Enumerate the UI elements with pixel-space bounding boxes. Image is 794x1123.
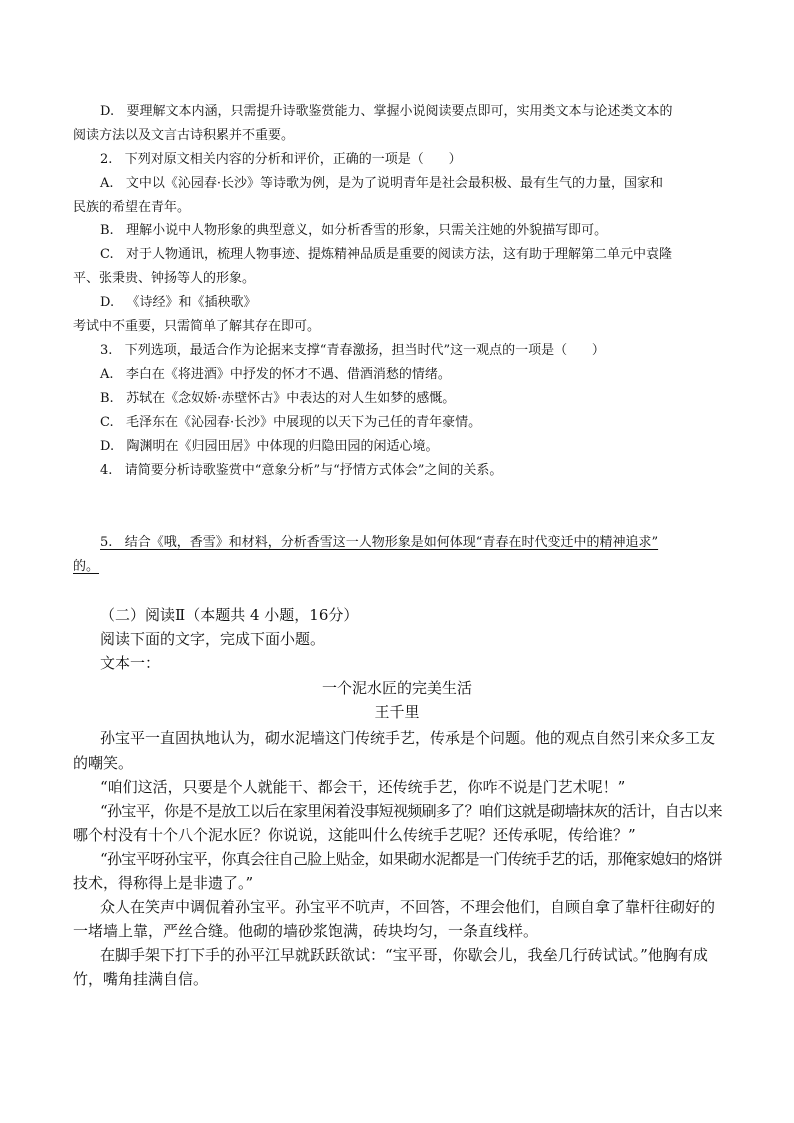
- article-paragraph-4-line1: “孙宝平呀孙宝平，你真会往自己脸上贴金，如果砌水泥都是一门传统手艺的话，那俺家媳妇的烙饼: [100, 850, 722, 868]
- q5-stem-line1: 5. 结合《哦，香雪》和材料，分析香雪这一人物形象是如何体现“青春在时代变迁中的精神追求”: [100, 535, 659, 550]
- article-paragraph-1-line2: 的嘲笑。: [73, 754, 134, 772]
- q5-stem-line2: 的。: [73, 559, 100, 574]
- article-paragraph-3-line2: 哪个村没有十个八个泥水匠？你说说，这能叫什么传统手艺呢？还传承呢，传给谁？”: [73, 826, 636, 844]
- q4-stem: 4. 请简要分析诗歌鉴赏中“意象分析”与“抒情方式体会”之间的关系。: [100, 463, 503, 478]
- q2-option-b: B. 理解小说中人物形象的典型意义，如分析香雪的形象，只需关注她的外貌描写即可。: [100, 223, 608, 238]
- article-title: 一个泥水匠的完美生活: [321, 679, 472, 697]
- q3-option-b: B. 苏轼在《念奴娇·赤壁怀古》中表达的对人生如梦的感慨。: [100, 391, 456, 406]
- article-paragraph-5-line2: 一堵墙上靠，严丝合缝。他砌的墙砂浆饱满，砖块均匀，一条直线样。: [73, 922, 539, 940]
- q2-option-a-line1: A. 文中以《沁园春·长沙》等诗歌为例，是为了说明青年是社会最积极、最有生气的力量，国家和: [100, 176, 664, 191]
- section2-heading: （二）阅读Ⅱ（本题共 4 小题，16分）: [100, 606, 359, 624]
- q2-option-c-line1: C. 对于人物通讯，梳理人物事迹、提炼精神品质是重要的阅读方法，这有助于理解第二单元中袁隆: [100, 247, 673, 262]
- section2-text-label: 文本一：: [100, 654, 161, 672]
- q3-option-d: D. 陶渊明在《归园田居》中体现的归隐田园的闲适心境。: [100, 439, 439, 454]
- q2-option-d-line2: 考试中不重要，只需简单了解其存在即可。: [73, 319, 321, 334]
- q1-option-d-line1: D. 要理解文本内涵，只需提升诗歌鉴赏能力、掌握小说阅读要点即可，实用类文本与论述类文本的: [100, 104, 673, 119]
- article-paragraph-3-line1: “孙宝平，你是不是放工以后在家里闲着没事短视频刷多了？咱们这就是砌墙抹灰的活计，自古以来: [100, 802, 722, 820]
- q2-stem: 2. 下列对原文相关内容的分析和评价，正确的一项是（ ）: [100, 152, 462, 167]
- article-paragraph-6-line1: 在脚手架下打下手的孙平江早就跃跃欲试：“宝平哥，你歇会儿，我垒几行砖试试。”他胸有成: [100, 946, 708, 964]
- article-paragraph-2: “咱们这活，只要是个人就能干、都会干，还传统手艺，你咋不说是门艺术呢！”: [100, 778, 626, 796]
- q2-option-c-line2: 平、张秉贵、钟扬等人的形象。: [73, 271, 256, 286]
- section2-instruction: 阅读下面的文字，完成下面小题。: [100, 630, 326, 648]
- article-author: 王千里: [374, 703, 420, 721]
- q3-option-a: A. 李白在《将进酒》中抒发的怀才不遇、借酒消愁的情绪。: [100, 367, 451, 382]
- article-paragraph-4-line2: 技术，得称得上是非遗了。”: [73, 874, 254, 892]
- q3-option-c: C. 毛泽东在《沁园春·长沙》中展现的以天下为己任的青年豪情。: [100, 415, 482, 430]
- article-paragraph-5-line1: 众人在笑声中调侃着孙宝平。孙宝平不吭声，不回答，不理会他们，自顾自拿了靠杆往砌好的: [100, 898, 716, 916]
- q1-option-d-line2: 阅读方法以及文言古诗积累并不重要。: [73, 128, 295, 143]
- q3-stem: 3. 下列选项，最适合作为论据来支撑“青春激扬，担当时代”这一观点的一项是（ ）: [100, 343, 605, 358]
- article-paragraph-1-line1: 孙宝平一直固执地认为，砌水泥墙这门传统手艺，传承是个问题。他的观点自然引来众多工友: [100, 729, 716, 747]
- q2-option-d-line1: D. 《诗经》和《插秧歌》: [100, 295, 257, 310]
- q2-option-a-line2: 民族的希望在青年。: [73, 200, 191, 215]
- article-paragraph-6-line2: 竹，嘴角挂满自信。: [73, 970, 209, 988]
